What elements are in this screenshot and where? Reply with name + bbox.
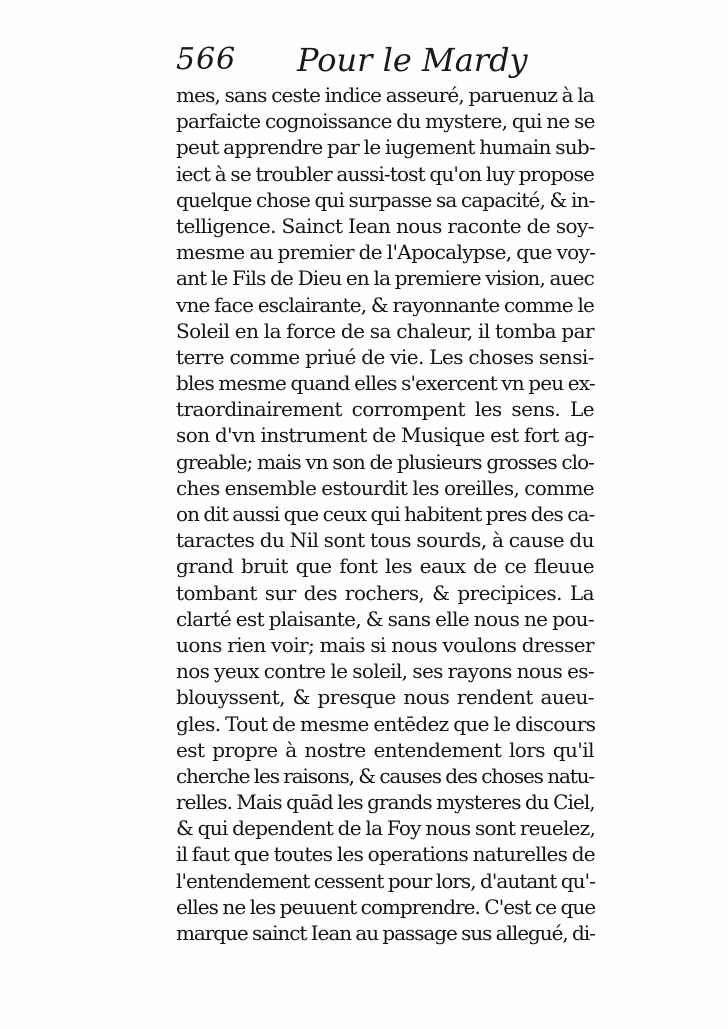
text-line: parfaicte cognoissance du mystere, qui ne se [176,109,595,134]
text-line: vne face esclairante, & rayonnante comme le [176,292,594,317]
text-line: l'entendement cessent pour lors, d'autant qu'- [176,868,595,893]
text-line: ches ensemble estourdit les oreilles, comme [176,475,594,500]
running-head: Pour le Mardy [297,41,528,79]
text-line: ant le Fils de Dieu en la premiere vision, auec [176,266,594,291]
text-line: telligence. Sainct Iean nous raconte de soy- [176,213,594,238]
text-line: clarté est plaisante, & sans elle nous ne pou- [176,606,594,631]
text-line: cherche les raisons, & causes des choses natu- [176,763,594,788]
text-line: elles ne les peuuent comprendre. C'est ce que [176,894,596,919]
text-line: nos yeux contre le soleil, ses rayons nous es- [176,659,594,684]
text-line: est propre à nostre entendement lors qu'il [176,737,594,762]
text-line: taractes du Nil sont tous sourds, à cause du [176,528,594,553]
text-line: blouyssent, & presque nous rendent aueu- [176,685,594,710]
text-line: terre comme priué de vie. Les choses sensi- [176,344,594,369]
text-line: tombant sur des rochers, & precipices. La [176,580,594,605]
text-line: mes, sans ceste indice asseuré, paruenuz à la [176,83,594,107]
text-line: gles. Tout de mesme entēdez que le discours [176,711,596,736]
text-line: Soleil en la force de sa chaleur, il tomba par [176,318,594,343]
text-line: quelque chose qui surpasse sa capacité, & in- [176,187,595,212]
text-line: & qui dependent de la Foy nous sont reuelez, [176,816,596,841]
text-line: traordinairement corrompent les sens. Le [176,397,594,422]
text-line: mesme au premier de l'Apocalypse, que voy- [176,240,596,265]
text-line: il faut que toutes les operations naturelles de [176,842,595,867]
text-line: grand bruit que font les eaux de ce fleuue [176,554,594,579]
page-number: 566 [176,42,237,77]
text-line: marque sainct Iean au passage sus allegué, di- [176,921,595,945]
page-header [176,40,606,86]
text-line: bles mesme quand elles s'exercent vn peu ex- [176,371,595,396]
text-line: greable; mais vn son de plusieurs grosses clo- [176,449,594,474]
text-line: uons rien voir; mais si nous voulons dresser [176,632,594,657]
text-line: son d'vn instrument de Musique est fort ag- [176,423,594,448]
text-line: relles. Mais quād les grands mysteres du Ciel, [176,790,595,815]
text-line: on dit aussi que ceux qui habitent pres des ca- [176,502,595,526]
text-line: iect à se troubler aussi-tost qu'on luy propose [176,161,594,186]
text-line: peut apprendre par le iugement humain sub- [176,135,595,160]
body-text [176,82,594,946]
